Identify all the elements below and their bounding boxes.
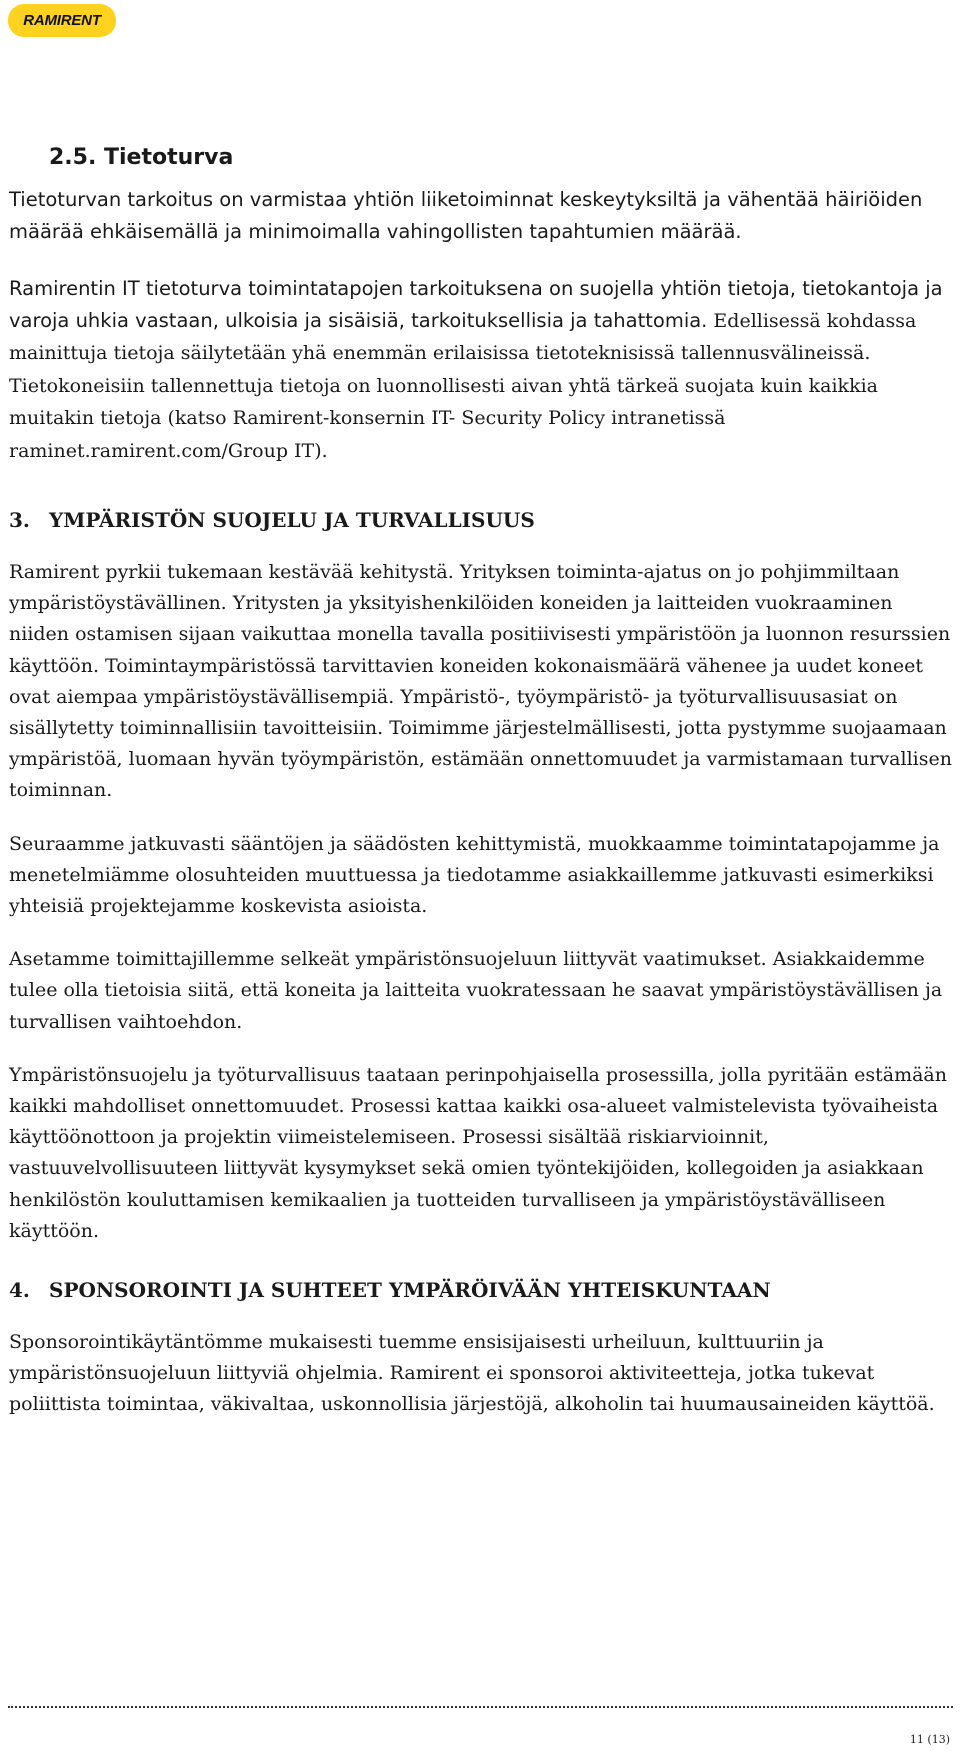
ramirent-logo: RAMIRENT [8, 4, 116, 37]
section-4-heading [9, 1273, 954, 1307]
section-4-number: 4. [9, 1278, 30, 1303]
section-4-title: SPONSOROINTI JA SUHTEET YMPÄRÖIVÄÄN YHTEISKUNTAAN [49, 1278, 771, 1303]
document-body [9, 140, 954, 1421]
section-3-paragraph-1: Ramirent pyrkii tukemaan kestävää kehitystä. Yrityksen toiminta-ajatus on jo pohjimmiltaan ympäristöystävällinen. Yritysten ja yksityishenkilöiden koneiden ja laitteiden vuokraaminen niiden ostamisen sijaan vaikuttaa monella tavalla positiivisesti ympäristöön ja luonnon resurssien käyttöön. Toimintaympäristössä tarvittavien koneiden kokonaismäärä vähenee ja uudet koneet ovat aiempaa ympäristöystävällisempiä. Ympäristö-, työympäristö- ja työturvallisuusasiat on sisällytetty toiminnallisiin tavoitteisiin. Toimimme järjestelmällisesti, jotta pystymme suojaamaan ympäristöä, luomaan hyvän työympäristön, estämään onnettomuudet ja varmistamaan turvallisen toiminnan. [9, 561, 952, 802]
section-3-paragraph-2: Seuraamme jatkuvasti sääntöjen ja säädösten kehittymistä, muokkaamme toimintatapojamme ja menetelmiämme olosuhteiden muuttuessa ja tiedotamme asiakkaillemme jatkuvasti esimerkiksi yhteisiä projektejamme koskevista asioista. [9, 832, 940, 918]
section-3-heading [9, 503, 954, 537]
page-number: 11 (13) [909, 1733, 950, 1746]
section-2-5-paragraph-1: Tietoturvan tarkoitus on varmistaa yhtiön liiketoiminnat keskeytyksiltä ja vähentää häiriöiden määrää ehkäisemällä ja minimoimalla vahingollisten tapahtumien määrää. [9, 188, 923, 243]
section-3-paragraph-4: Ympäristönsuojelu ja työturvallisuus taataan perinpohjaisella prosessilla, jolla pyritään estämään kaikki mahdolliset onnettomuudet. Prosessi kattaa kaikki osa-alueet valmistelevista työvaiheista käyttöönottoon ja projektin viimeistelemiseen. Prosessi sisältää riskiarvioinnit, vastuuvelvollisuuteen liittyvät kysymykset sekä omien työntekijöiden, kollegoiden ja asiakkaan henkilöstön kouluttamisen kemikaalien ja tuotteiden turvalliseen ja ympäristöystävälliseen käyttöön. [9, 1063, 947, 1242]
section-2-5-paragraph-2-sans: Ramirentin IT tietoturva toimintatapojen tarkoituksena on suojella yhtiön tietoja, tietokantoja ja varoja uhkia vastaan, ulkoisia ja sisäisiä, tarkoituksellisia ja tahattomia. [9, 277, 943, 332]
section-2-5-title: 2.5. Tietoturva [49, 145, 234, 170]
section-3-title: YMPÄRISTÖN SUOJELU JA TURVALLISUUS [49, 508, 535, 532]
section-3-paragraph-3: Asetamme toimittajillemme selkeät ympäristönsuojeluun liittyvät vaatimukset. Asiakkaidemme tulee olla tietoisia siitä, että koneita ja laitteita vuokratessaan he saavat ympäristöystävällisen ja turvallisen vaihtoehdon. [9, 948, 943, 1033]
section-2-5-paragraph-2-serif: Edellisessä kohdassa mainittuja tietoja säilytetään yhä enemmän erilaisissa tietoteknisissä tallennusvälineissä. Tietokoneisiin tallennettuja tietoja on luonnollisesti aivan yhtä tärkeä suojata kuin kaikkia muitakin tietoja (katso Ramirent-konsernin IT- Security Policy intranetissä raminet.ramirent.com/Group IT). [9, 309, 917, 462]
section-3-number: 3. [9, 508, 30, 532]
footer-divider [8, 1706, 953, 1708]
section-2-5-paragraph-2 [9, 273, 954, 467]
section-4-paragraph-1: Sponsorointikäytäntömme mukaisesti tuemme ensisijaisesti urheiluun, kulttuuriin ja ympäristönsuojeluun liittyviä ohjelmia. Ramirent ei sponsoroi aktiviteetteja, jotka tukevat poliittista toimintaa, väkivaltaa, uskonnollisia järjestöjä, alkoholin tai huumausaineiden käyttöä. [9, 1331, 935, 1416]
